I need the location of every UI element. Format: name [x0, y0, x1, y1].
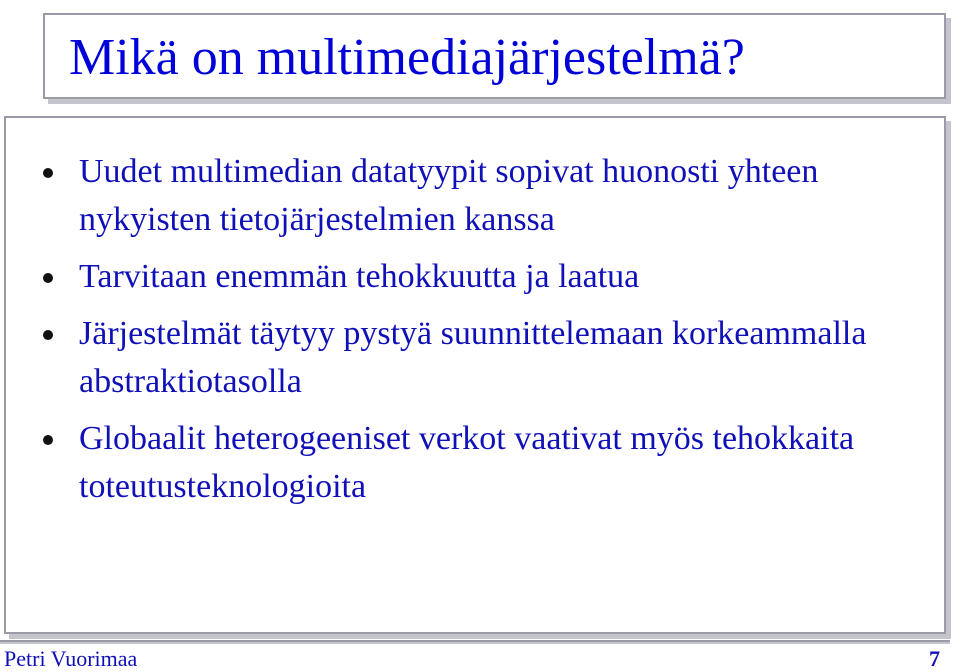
- bullet-text: Globaalit heterogeeniset verkot vaativat myös tehokkaita toteutusteknologioita: [79, 420, 855, 505]
- bullet-dot-icon: [43, 330, 53, 340]
- bullet-list: [6, 148, 944, 520]
- slide-title: Mikä on multimediajärjestelmä?: [69, 29, 745, 86]
- footer-divider: [0, 640, 950, 642]
- bullet-dot-icon: [43, 168, 53, 178]
- page-number: 7: [929, 646, 940, 671]
- bullet-text: Tarvitaan enemmän tehokkuutta ja laatua: [79, 258, 640, 295]
- bullet-item: [6, 415, 944, 511]
- bullet-item: [6, 310, 944, 406]
- content-frame: [4, 116, 946, 634]
- bullet-dot-icon: [43, 435, 53, 445]
- footer-author: Petri Vuorimaa: [4, 646, 138, 671]
- title-frame: [43, 13, 946, 99]
- footer: [0, 640, 960, 672]
- bullet-item: [6, 148, 944, 244]
- bullet-text: Järjestelmät täytyy pystyä suunnittelemaan korkeammalla abstraktiotasolla: [79, 315, 867, 400]
- bullet-text: Uudet multimedian datatyypit sopivat huonosti yhteen nykyisten tietojärjestelmien kanssa: [79, 153, 819, 238]
- bullet-item: [6, 253, 944, 301]
- bullet-dot-icon: [43, 273, 53, 283]
